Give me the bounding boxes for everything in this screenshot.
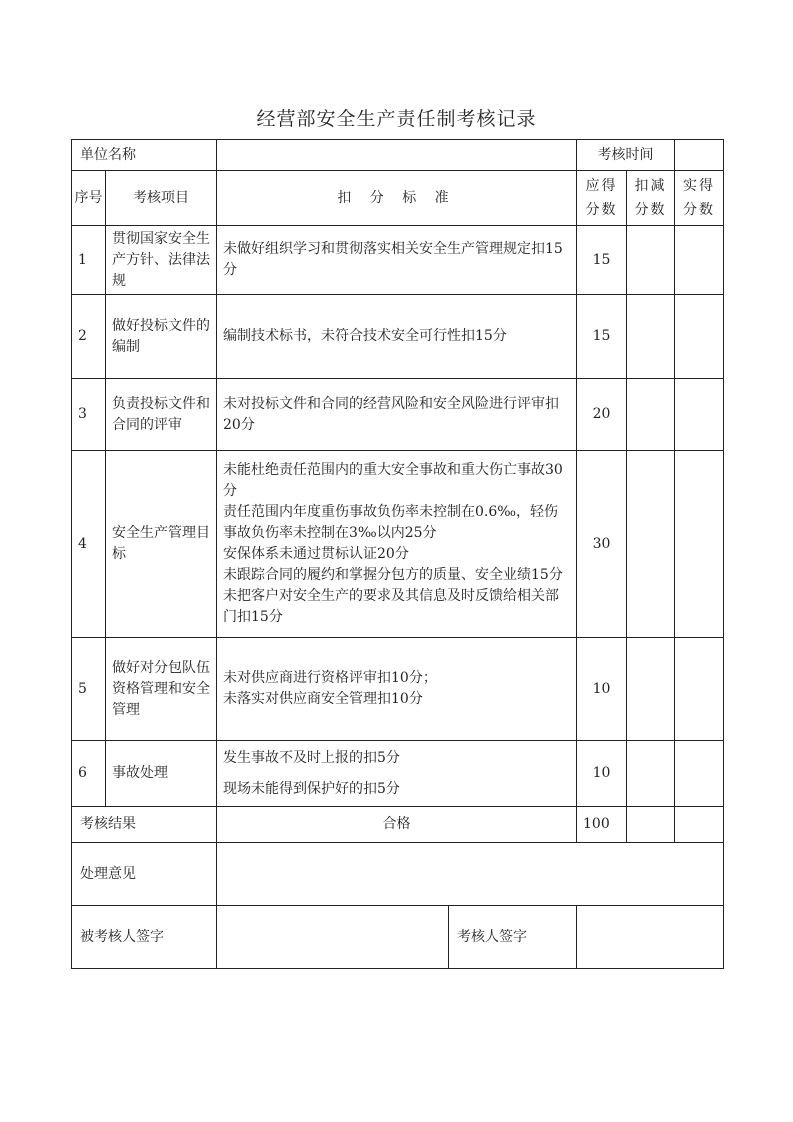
row-item: 做好投标文件的编制 [106,295,217,379]
header-deduct: 扣减分数 [627,171,675,226]
row-actual[interactable] [675,638,724,741]
row-actual[interactable] [675,295,724,379]
result-value: 合格 [217,807,577,843]
row-deduct[interactable] [627,451,675,638]
assessee-signature-label: 被考核人签字 [72,906,217,969]
row-criteria [217,451,577,638]
row-deduct[interactable] [627,226,675,295]
time-value-cell[interactable] [675,140,724,171]
assessment-table [71,139,724,969]
row-score: 30 [577,451,627,638]
unit-label: 单位名称 [80,146,136,163]
row-seq: 4 [72,451,106,638]
criteria-line: 发生事故不及时上报的扣5分 [223,749,400,766]
row-item: 事故处理 [106,741,217,807]
table-row [72,741,724,807]
unit-value-cell[interactable] [217,140,577,171]
row-criteria [217,379,577,451]
row-criteria [217,226,577,295]
row-score: 15 [577,226,627,295]
table-row [72,638,724,741]
row-deduct[interactable] [627,379,675,451]
criteria-line: 安保体系未通过贯标认证20分 [223,546,409,562]
result-score: 100 [577,807,627,843]
criteria-line: 编制技术标书，未符合技术安全可行性扣15分 [223,328,507,344]
criteria-line: 未落实对供应商安全管理扣10分 [223,691,423,707]
header-row [72,171,724,226]
opinion-row [72,843,724,906]
signature-row [72,906,724,969]
opinion-label: 处理意见 [72,843,217,906]
result-row [72,807,724,843]
header-seq: 序号 [72,171,106,226]
header-item: 考核项目 [106,171,217,226]
table-row [72,379,724,451]
row-item: 负责投标文件和合同的评审 [106,379,217,451]
table-row [72,451,724,638]
time-label-cell [577,140,675,171]
row-criteria [217,638,577,741]
row-deduct[interactable] [627,638,675,741]
page-title: 经营部安全生产责任制考核记录 [256,108,537,130]
info-row [72,140,724,171]
row-deduct[interactable] [627,741,675,807]
result-label: 考核结果 [72,807,217,843]
criteria-line: 未跟踪合同的履约和掌握分包方的质量、安全业绩15分 [223,567,563,583]
row-criteria [217,295,577,379]
criteria-line: 未能杜绝责任范围内的重大安全事故和重大伤亡事故30分 [223,462,563,499]
row-item: 安全生产管理目标 [106,451,217,638]
criteria-line: 未把客户对安全生产的要求及其信息及时反馈给相关部门扣15分 [223,588,559,625]
assessor-signature-label: 考核人签字 [449,906,577,969]
table-row [72,226,724,295]
row-seq: 1 [72,226,106,295]
criteria-line: 未对投标文件和合同的经营风险和安全风险进行评审扣20分 [223,395,559,433]
row-item: 做好对分包队伍资格管理和安全管理 [106,638,217,741]
row-criteria [217,741,577,807]
header-criteria: 扣 分 标 准 [217,171,577,226]
row-seq: 6 [72,741,106,807]
row-seq: 3 [72,379,106,451]
header-max-score: 应得分数 [577,171,627,226]
row-deduct[interactable] [627,295,675,379]
criteria-line: 现场未能得到保护好的扣5分 [223,780,400,797]
row-actual[interactable] [675,379,724,451]
header-actual: 实得分数 [675,171,724,226]
criteria-line: 未对供应商进行资格评审扣10分； [223,670,437,686]
unit-label-cell [72,140,217,171]
time-label: 考核时间 [597,146,654,163]
assessor-signature-field[interactable] [577,906,724,969]
row-score: 10 [577,741,627,807]
row-score: 15 [577,295,627,379]
criteria-line: 未做好组织学习和贯彻落实相关安全生产管理规定扣15分 [223,241,563,278]
row-item: 贯彻国家安全生产方针、法律法规 [106,226,217,295]
row-actual[interactable] [675,226,724,295]
assessee-signature-field[interactable] [217,906,449,969]
row-actual[interactable] [675,741,724,807]
row-score: 10 [577,638,627,741]
row-seq: 5 [72,638,106,741]
row-actual[interactable] [675,451,724,638]
result-deduct[interactable] [627,807,675,843]
table-row [72,295,724,379]
criteria-line: 责任范围内年度重伤事故负伤率未控制在0.6‰，轻伤事故负伤率未控制在3‰以内25分 [223,504,559,541]
result-actual[interactable] [675,807,724,843]
opinion-value[interactable] [217,843,724,906]
row-score: 20 [577,379,627,451]
row-seq: 2 [72,295,106,379]
